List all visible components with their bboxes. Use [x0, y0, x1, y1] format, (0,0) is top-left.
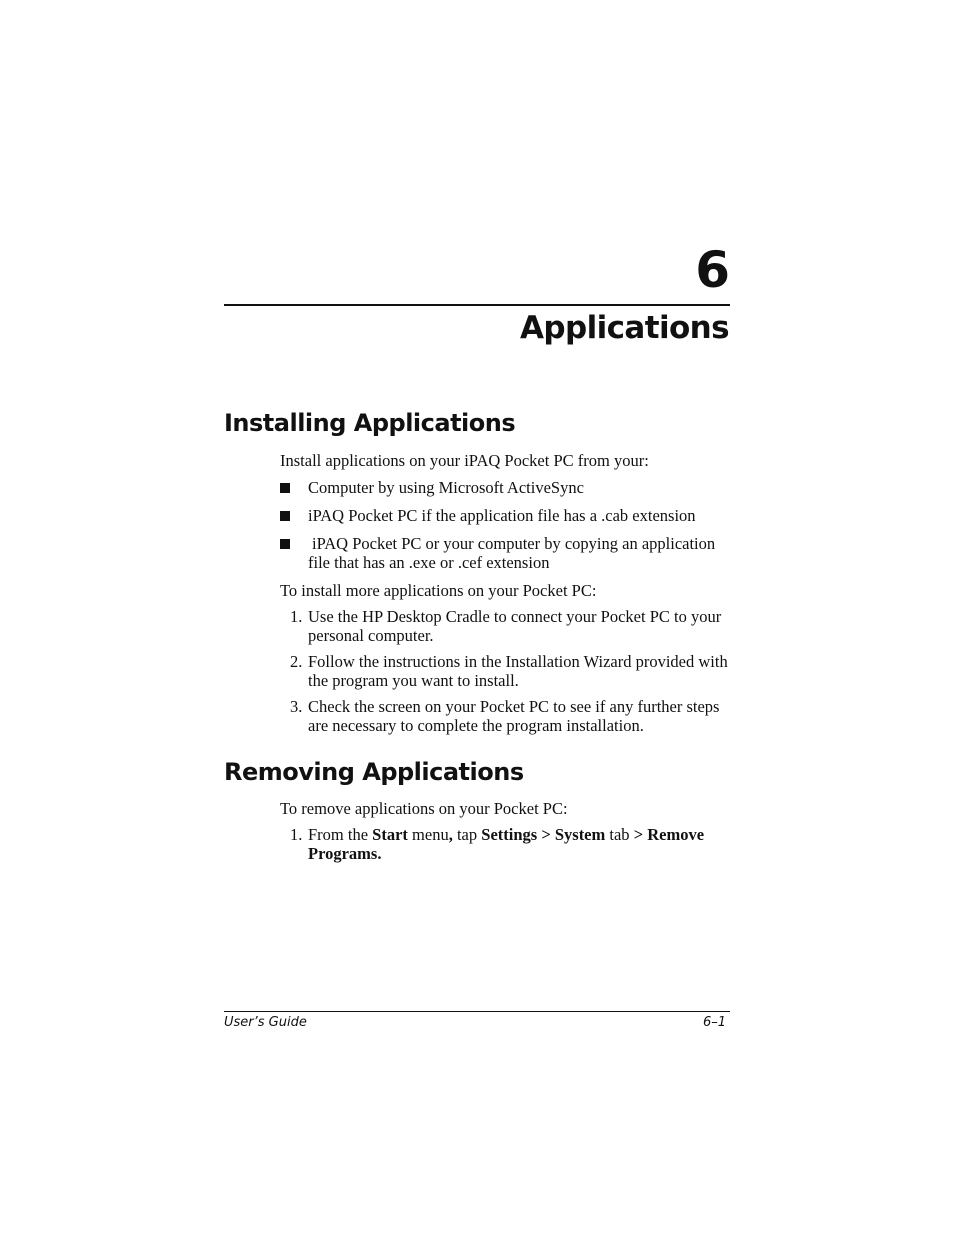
- footer-rule: [224, 1011, 730, 1012]
- step-text-part: tap: [452, 825, 482, 844]
- bullet-item: [280, 534, 730, 572]
- square-bullet-icon: [280, 539, 290, 549]
- step-number: 2.: [290, 652, 303, 671]
- bullet-text: iPAQ Pocket PC if the application file has a .cab extension: [308, 506, 696, 525]
- menu-separator: >: [537, 825, 555, 844]
- chapter-title: Applications: [520, 310, 729, 346]
- section-heading-removing: Removing Applications: [224, 758, 524, 786]
- footer-guide-title: User’s Guide: [224, 1015, 307, 1030]
- step-text: Follow the instructions in the Installation Wizard provided with the program you want to install.: [308, 652, 728, 690]
- item-name-remove: Remove: [647, 825, 705, 844]
- step-number: 1.: [290, 825, 303, 844]
- step-number: 1.: [290, 607, 303, 626]
- bullet-item: [280, 506, 730, 525]
- numbered-step: [280, 825, 730, 863]
- tab-name-system: System: [554, 825, 606, 844]
- menu-separator: >: [633, 825, 648, 844]
- removing-intro: To remove applications on your Pocket PC:: [280, 799, 568, 818]
- menu-name-start: Start: [372, 825, 408, 844]
- square-bullet-icon: [280, 483, 290, 493]
- step-text-part: menu: [407, 825, 449, 844]
- install-steps-intro: To install more applications on your Pocket PC:: [280, 581, 597, 600]
- menu-name-settings: Settings: [481, 825, 538, 844]
- bullet-text: iPAQ Pocket PC or your computer by copying an application file that has an .exe or .cef extension: [308, 534, 716, 572]
- step-text-comma: ,: [448, 825, 453, 844]
- step-number: 3.: [290, 697, 303, 716]
- footer-page-number: 6–1: [702, 1015, 726, 1030]
- item-name-programs: Programs.: [308, 844, 382, 863]
- numbered-step: [280, 652, 730, 690]
- installing-intro: Install applications on your iPAQ Pocket PC from your:: [280, 451, 649, 470]
- step-text-part: From the: [308, 825, 373, 844]
- step-text: Check the screen on your Pocket PC to see if any further steps are necessary to complete the program installation.: [308, 697, 720, 735]
- numbered-step: [280, 697, 730, 735]
- numbered-step: [280, 607, 730, 645]
- step-text: [308, 825, 730, 863]
- section-heading-installing: Installing Applications: [224, 409, 516, 437]
- square-bullet-icon: [280, 511, 290, 521]
- step-text-part: tab: [605, 825, 634, 844]
- chapter-number: 6: [695, 241, 729, 299]
- bullet-text: Computer by using Microsoft ActiveSync: [308, 478, 584, 497]
- bullet-item: [280, 478, 730, 497]
- step-text: Use the HP Desktop Cradle to connect your Pocket PC to your personal computer.: [308, 607, 722, 645]
